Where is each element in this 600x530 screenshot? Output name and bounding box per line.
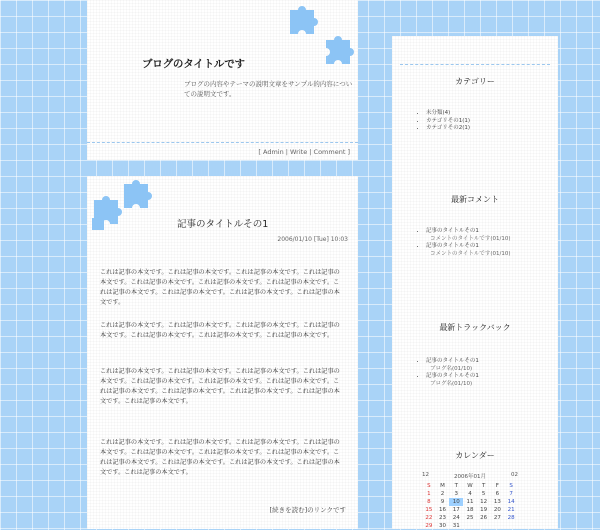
calendar-week [422,498,518,506]
calendar-prev-link[interactable]: 12 [422,472,429,478]
calendar-day[interactable]: 5 [481,491,486,497]
categories-list [416,110,470,133]
blog-title[interactable]: ブログのタイトルです [142,58,245,70]
calendar-day[interactable]: 4 [468,491,472,497]
calendar-day[interactable]: 28 [507,515,515,521]
puzzle-piece-icon [286,2,358,70]
calendar-day[interactable]: 2 [440,491,445,497]
calendar-day[interactable]: 22 [425,515,433,521]
comment-detail: コメントのタイトルです(01/10) [430,250,511,257]
calendar-day[interactable]: 15 [425,507,433,513]
calendar-day[interactable]: 1 [427,491,431,497]
calendar-weekday: M [440,483,445,489]
article-paragraph: これは記事の本文です。これは記事の本文です。これは記事の本文です。これは記事の本文です。これは記事の本文です。これは記事の本文です。これは記事の本文です。これは記事の本文です。これは記事の本文です。これは記事の本文です。これは記事の本文です。これは記事の本文です。 [100,439,340,476]
calendar-day[interactable]: 11 [466,499,474,505]
recent-trackbacks-list [416,358,479,388]
calendar-month: 2006年01月 [454,474,486,480]
comment-detail: コメントのタイトルです(01/10) [430,235,511,242]
blog-description: ブログの内容やテーマの説明文章をサンプル的内容についての説明文です。 [184,80,353,98]
calendar-week [422,490,518,498]
calendar-day[interactable]: 10 [449,498,463,506]
calendar-day[interactable]: 14 [507,499,515,505]
article-paragraph: これは記事の本文です。これは記事の本文です。これは記事の本文です。これは記事の本文です。これは記事の本文です。これは記事の本文です。これは記事の本文です。 [100,322,340,339]
calendar-day[interactable]: 27 [493,515,501,521]
comment-link[interactable]: Comment [313,148,346,156]
calendar-day[interactable]: 8 [427,499,431,505]
trackback-detail: ブログ名(01/10) [430,365,473,372]
calendar-weekday: S [509,483,513,489]
calendar-day[interactable]: 7 [509,491,513,497]
calendar-next-link[interactable]: 02 [511,472,518,478]
list-item [426,110,470,118]
article-title[interactable]: 記事のタイトルその1 [177,219,269,230]
calendar [422,472,518,530]
list-item [426,118,470,126]
recent-trackbacks-title: 最新トラックバック [439,323,511,332]
trackback-entry-link[interactable]: 記事のタイトルその1 [426,373,479,379]
calendar-week [422,514,518,522]
list-item [426,228,511,243]
comment-entry-link[interactable]: 記事のタイトルその1 [426,228,479,234]
calendar-day[interactable]: 18 [466,507,474,513]
calendar-day[interactable]: 26 [480,515,488,521]
list-item [426,358,479,373]
calendar-day[interactable]: 13 [493,499,501,505]
calendar-weekday: T [481,483,486,489]
calendar-day[interactable]: 25 [466,515,474,521]
calendar-week [422,506,518,514]
calendar-day[interactable]: 12 [480,499,488,505]
calendar-day[interactable]: 31 [452,523,460,529]
calendar-day[interactable]: 20 [493,507,501,513]
calendar-day[interactable]: 23 [439,515,447,521]
calendar-weekday: S [427,483,431,489]
category-link[interactable]: カテゴリその2(1) [426,125,471,131]
continue-reading-link[interactable]: [続きを読む]のリンクです [269,506,346,514]
write-link[interactable]: Write [290,148,308,156]
article-paragraph: これは記事の本文です。これは記事の本文です。これは記事の本文です。これは記事の本文です。これは記事の本文です。これは記事の本文です。これは記事の本文です。これは記事の本文です。これは記事の本文です。これは記事の本文です。これは記事の本文です。これは記事の本文です。 [100,368,340,405]
category-link[interactable]: カテゴリその1(1) [426,117,471,124]
calendar-day[interactable]: 19 [480,507,488,513]
calendar-weekday: T [454,483,458,489]
recent-comments-title: 最新コメント [451,195,499,204]
trackback-entry-link[interactable]: 記事のタイトルその1 [426,358,479,364]
calendar-day[interactable]: 6 [495,491,500,497]
calendar-day[interactable]: 30 [439,523,447,529]
sidebar-divider [400,64,550,65]
categories-title: カテゴリー [455,77,495,86]
calendar-day[interactable]: 21 [507,507,515,513]
list-item [426,243,511,258]
header-links: [ Admin | Write | Comment ] [258,148,350,156]
article-date: 2006/01/10 [Tue] 10:03 [277,236,348,243]
calendar-day[interactable]: 17 [452,507,460,513]
calendar-day[interactable]: 29 [425,523,433,529]
calendar-weekday: F [495,483,499,489]
calendar-weekday: W [467,483,473,489]
article-paragraph: これは記事の本文です。これは記事の本文です。これは記事の本文です。これは記事の本文です。これは記事の本文です。これは記事の本文です。これは記事の本文です。これは記事の本文です。これは記事の本文です。これは記事の本文です。これは記事の本文です。 [100,269,340,306]
calendar-header [422,472,518,480]
calendar-day[interactable]: 3 [454,491,458,497]
calendar-title: カレンダー [455,451,495,460]
comment-entry-link[interactable]: 記事のタイトルその1 [426,243,479,249]
calendar-table [422,482,518,530]
header-divider [87,142,358,143]
sidebar-panel [392,36,558,529]
recent-comments-list [416,228,511,258]
admin-link[interactable]: Admin [262,148,284,156]
calendar-day[interactable]: 24 [452,515,460,521]
list-item [426,373,479,388]
list-item [426,125,470,133]
puzzle-piece-icon [88,178,158,246]
trackback-detail: ブログ名(01/10) [430,380,473,387]
calendar-day[interactable]: 16 [439,507,447,513]
calendar-day[interactable]: 9 [440,499,445,505]
category-link[interactable]: 未分類(4) [426,110,451,116]
